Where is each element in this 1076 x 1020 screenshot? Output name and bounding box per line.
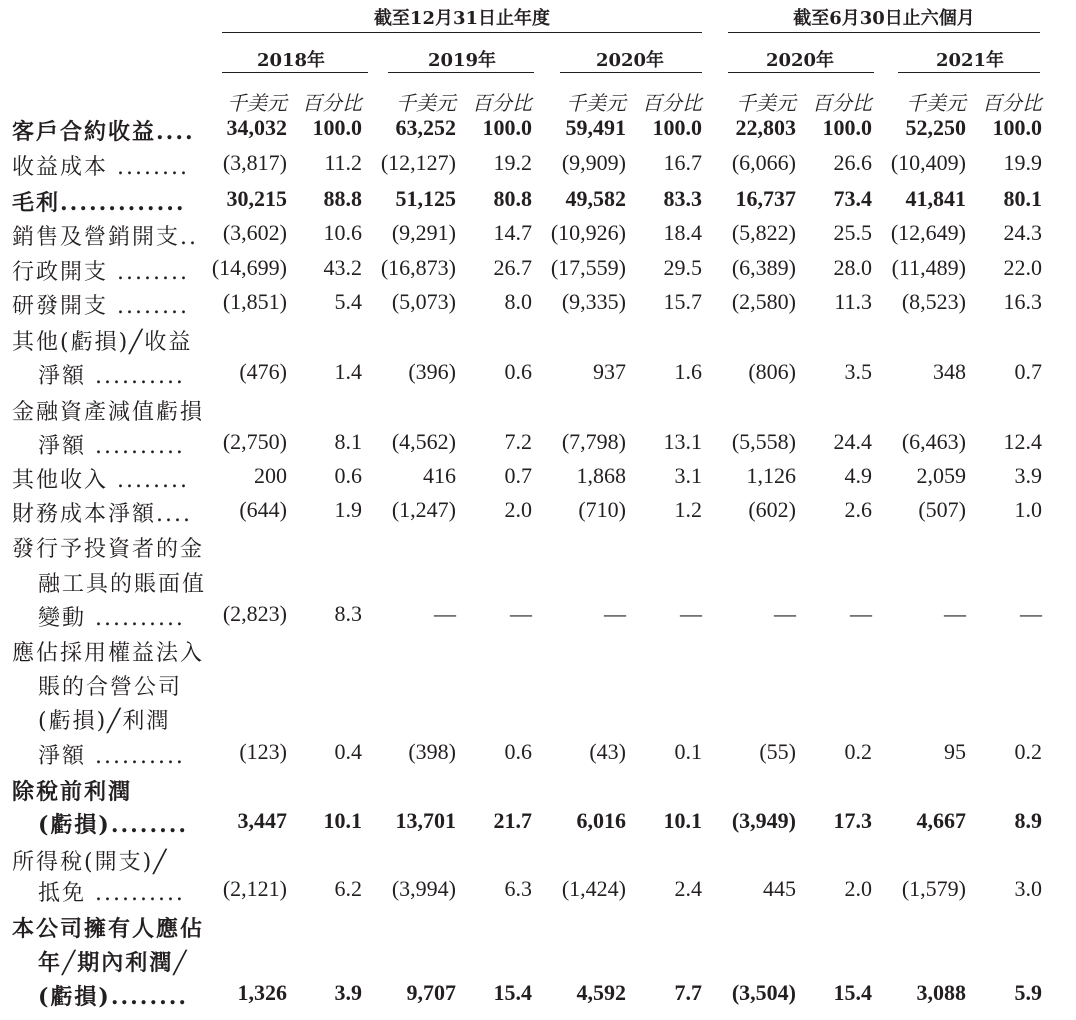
cell-percent: 0.7 <box>1014 359 1042 384</box>
row-label: 銷售及營銷開支.. <box>12 225 198 250</box>
cell-percent: 7.2 <box>504 429 532 454</box>
cell-percent: 1.9 <box>334 497 362 522</box>
unit-pct-header: 百分比 <box>982 91 1042 115</box>
row-label: 其他(虧損)╱收益 <box>12 330 193 355</box>
cell-amount: (8,523) <box>901 289 966 314</box>
cell-amount: (5,073) <box>391 289 456 314</box>
cell-amount: (12,127) <box>380 150 456 175</box>
unit-usd-header: 千美元 <box>227 91 287 115</box>
header-fiscal-year: 截至12月31日止年度 <box>373 8 551 29</box>
cell-amount: (10,926) <box>550 220 626 245</box>
cell-percent: 15.4 <box>493 980 532 1005</box>
cell-amount: 937 <box>593 359 626 384</box>
unit-usd-header: 千美元 <box>566 91 626 115</box>
cell-amount: (2,121) <box>222 876 287 901</box>
cell-amount: 52,250 <box>905 115 966 140</box>
table-row <box>0 325 1076 359</box>
cell-percent: 4.9 <box>844 463 872 488</box>
cell-amount: (123) <box>239 739 287 764</box>
cell-percent: 100.0 <box>652 115 702 140</box>
cell-percent: 0.1 <box>674 739 702 764</box>
year-header-rule <box>898 72 1040 73</box>
cell-amount: 6,016 <box>576 808 626 833</box>
row-label: 淨額 .......... <box>38 364 185 389</box>
unit-usd-header: 千美元 <box>906 91 966 115</box>
table-row <box>0 463 1076 497</box>
cell-amount: 41,841 <box>905 186 966 211</box>
row-label: 本公司擁有人應佔 <box>12 916 205 942</box>
cell-amount: (9,291) <box>391 220 456 245</box>
cell-amount: (3,817) <box>222 150 287 175</box>
cell-amount: (12,649) <box>890 220 966 245</box>
cell-percent: 2.0 <box>504 497 532 522</box>
cell-amount: (1,424) <box>561 876 626 901</box>
cell-amount: (10,409) <box>890 150 966 175</box>
cell-percent: 8.9 <box>1014 808 1042 833</box>
cell-percent: 100.0 <box>482 115 532 140</box>
cell-percent: 3.9 <box>1014 463 1042 488</box>
cell-amount: — <box>604 601 626 626</box>
table-row <box>0 704 1076 738</box>
cell-percent: 8.0 <box>504 289 532 314</box>
cell-amount: 445 <box>763 876 796 901</box>
unit-pct-header: 百分比 <box>642 91 702 115</box>
table-row <box>0 359 1076 393</box>
cell-percent: 6.2 <box>334 876 362 901</box>
cell-amount: (7,798) <box>561 429 626 454</box>
cell-percent: 14.7 <box>493 220 532 245</box>
unit-pct-header: 百分比 <box>812 91 872 115</box>
table-row <box>0 429 1076 463</box>
cell-amount: (2,750) <box>222 429 287 454</box>
unit-usd-header: 千美元 <box>396 91 456 115</box>
cell-amount: 22,803 <box>735 115 796 140</box>
cell-percent: 100.0 <box>822 115 872 140</box>
cell-amount: (398) <box>408 739 456 764</box>
cell-amount: 1,126 <box>746 463 796 488</box>
row-label: 收益成本 ........ <box>12 155 189 180</box>
cell-percent: 24.4 <box>833 429 872 454</box>
cell-amount: — <box>434 601 456 626</box>
cell-amount: 3,088 <box>916 980 966 1005</box>
cell-amount: (5,822) <box>731 220 796 245</box>
cell-amount: 59,491 <box>565 115 626 140</box>
year-header-rule <box>728 72 874 73</box>
cell-percent: — <box>850 601 872 626</box>
cell-amount: (6,389) <box>731 255 796 280</box>
cell-percent: 0.6 <box>504 739 532 764</box>
unit-usd-header: 千美元 <box>736 91 796 115</box>
cell-percent: 3.5 <box>844 359 872 384</box>
cell-percent: 5.9 <box>1014 980 1042 1005</box>
cell-percent: — <box>510 601 532 626</box>
cell-percent: 2.4 <box>674 876 702 901</box>
row-label: 其他收入 ........ <box>12 468 189 493</box>
header-half-year-rule <box>728 32 1040 33</box>
cell-amount: (3,504) <box>731 980 796 1005</box>
cell-percent: 1.2 <box>674 497 702 522</box>
table-row <box>0 150 1076 184</box>
cell-amount: 49,582 <box>565 186 626 211</box>
cell-amount: 9,707 <box>406 980 456 1005</box>
cell-percent: 22.0 <box>1003 255 1042 280</box>
table-row <box>0 115 1076 149</box>
cell-amount: (17,559) <box>550 255 626 280</box>
row-label: 年╱期內利潤╱ <box>38 950 189 976</box>
cell-percent: 0.6 <box>334 463 362 488</box>
cell-amount: (476) <box>239 359 287 384</box>
cell-percent: 73.4 <box>833 186 872 211</box>
cell-percent: 100.0 <box>992 115 1042 140</box>
table-row <box>0 980 1076 1014</box>
cell-percent: 0.2 <box>844 739 872 764</box>
row-label: (虧損)........ <box>38 812 189 838</box>
table-row <box>0 567 1076 601</box>
table-row <box>0 395 1076 429</box>
cell-percent: 0.7 <box>504 463 532 488</box>
table-row <box>0 497 1076 531</box>
cell-percent: 11.2 <box>324 150 362 175</box>
cell-amount: (55) <box>759 739 796 764</box>
cell-amount: 348 <box>933 359 966 384</box>
cell-amount: 416 <box>423 463 456 488</box>
cell-amount: (16,873) <box>380 255 456 280</box>
cell-percent: 1.6 <box>674 359 702 384</box>
cell-amount: (5,558) <box>731 429 796 454</box>
cell-percent: 25.5 <box>833 220 872 245</box>
cell-amount: (396) <box>408 359 456 384</box>
row-label: 客戶合約收益.... <box>12 119 195 145</box>
row-label: 研發開支 ........ <box>12 294 189 319</box>
cell-percent: 15.4 <box>833 980 872 1005</box>
cell-percent: 21.7 <box>493 808 532 833</box>
year-header-rule <box>388 72 534 73</box>
unit-pct-header: 百分比 <box>472 91 532 115</box>
cell-percent: 10.1 <box>663 808 702 833</box>
year-header: 2020年 <box>595 50 665 71</box>
cell-percent: 26.6 <box>833 150 872 175</box>
row-label: 抵免 .......... <box>38 881 185 906</box>
table-row <box>0 845 1076 879</box>
cell-percent: 1.0 <box>1014 497 1042 522</box>
table-row <box>0 532 1076 566</box>
row-label: 財務成本淨額.... <box>12 502 192 527</box>
cell-percent: — <box>680 601 702 626</box>
cell-amount: (14,699) <box>211 255 287 280</box>
cell-percent: 28.0 <box>833 255 872 280</box>
cell-amount: 63,252 <box>395 115 456 140</box>
cell-percent: 88.8 <box>323 186 362 211</box>
cell-amount: (1,247) <box>391 497 456 522</box>
cell-amount: (806) <box>748 359 796 384</box>
cell-amount: (602) <box>748 497 796 522</box>
cell-percent: 83.3 <box>663 186 702 211</box>
cell-amount: (11,489) <box>891 255 966 280</box>
row-label: 所得稅(開支)╱ <box>12 850 169 875</box>
cell-percent: 17.3 <box>833 808 872 833</box>
row-label: 毛利............. <box>12 190 186 216</box>
row-label: 發行予投資者的金 <box>12 537 205 562</box>
cell-percent: 2.0 <box>844 876 872 901</box>
cell-percent: 24.3 <box>1003 220 1042 245</box>
year-header: 2020年 <box>765 50 835 71</box>
table-row <box>0 670 1076 704</box>
cell-percent: 19.9 <box>1003 150 1042 175</box>
cell-percent: 11.3 <box>834 289 872 314</box>
cell-amount: (507) <box>918 497 966 522</box>
year-header: 2019年 <box>427 50 497 71</box>
year-header: 2021年 <box>935 50 1005 71</box>
cell-percent: 3.9 <box>334 980 362 1005</box>
cell-amount: (3,602) <box>222 220 287 245</box>
table-row <box>0 601 1076 635</box>
cell-percent: 10.6 <box>323 220 362 245</box>
cell-percent: 0.4 <box>334 739 362 764</box>
row-label: 應佔採用權益法入 <box>12 641 205 666</box>
cell-amount: 4,667 <box>916 808 966 833</box>
cell-amount: 30,215 <box>226 186 287 211</box>
table-row <box>0 636 1076 670</box>
cell-percent: 8.3 <box>334 601 362 626</box>
cell-amount: 4,592 <box>576 980 626 1005</box>
cell-amount: (1,851) <box>222 289 287 314</box>
cell-percent: 10.1 <box>323 808 362 833</box>
table-row <box>0 739 1076 773</box>
cell-percent: 3.0 <box>1014 876 1042 901</box>
cell-percent: 26.7 <box>493 255 532 280</box>
cell-percent: 29.5 <box>663 255 702 280</box>
table-row <box>0 775 1076 809</box>
cell-amount: (644) <box>239 497 287 522</box>
cell-amount: (2,580) <box>731 289 796 314</box>
table-row <box>0 876 1076 910</box>
cell-amount: 200 <box>254 463 287 488</box>
table-row <box>0 186 1076 220</box>
row-label: 賬的合營公司 <box>38 675 183 700</box>
row-label: 變動 .......... <box>38 606 185 631</box>
cell-amount: (6,463) <box>901 429 966 454</box>
cell-percent: 0.2 <box>1014 739 1042 764</box>
cell-percent: 15.7 <box>663 289 702 314</box>
table-row <box>0 255 1076 289</box>
cell-amount: 3,447 <box>237 808 287 833</box>
year-header: 2018年 <box>256 50 326 71</box>
cell-percent: 1.4 <box>334 359 362 384</box>
cell-amount: 95 <box>944 739 966 764</box>
cell-amount: (1,579) <box>901 876 966 901</box>
cell-percent: 43.2 <box>323 255 362 280</box>
cell-amount: (4,562) <box>391 429 456 454</box>
cell-amount: (2,823) <box>222 601 287 626</box>
cell-percent: 13.1 <box>663 429 702 454</box>
cell-percent: — <box>1020 601 1042 626</box>
cell-amount: (6,066) <box>731 150 796 175</box>
cell-percent: 7.7 <box>674 980 702 1005</box>
cell-amount: 1,326 <box>237 980 287 1005</box>
cell-amount: 51,125 <box>395 186 456 211</box>
row-label: 除稅前利潤 <box>12 779 133 805</box>
cell-amount: (9,909) <box>561 150 626 175</box>
cell-percent: 18.4 <box>663 220 702 245</box>
header-fiscal-year-rule <box>222 32 702 33</box>
header-half-year: 截至6月30日止六個月 <box>793 8 975 29</box>
cell-amount: (9,335) <box>561 289 626 314</box>
table-row <box>0 289 1076 323</box>
cell-percent: 16.7 <box>663 150 702 175</box>
cell-percent: 2.6 <box>844 497 872 522</box>
cell-percent: 80.8 <box>493 186 532 211</box>
cell-percent: 19.2 <box>493 150 532 175</box>
row-label: 行政開支 ........ <box>12 260 189 285</box>
cell-percent: 8.1 <box>334 429 362 454</box>
row-label: 金融資產減值虧損 <box>12 400 205 425</box>
cell-amount: (43) <box>589 739 626 764</box>
table-row <box>0 912 1076 946</box>
cell-amount: 2,059 <box>916 463 966 488</box>
row-label: 淨額 .......... <box>38 434 185 459</box>
cell-amount: 1,868 <box>576 463 626 488</box>
cell-percent: 3.1 <box>674 463 702 488</box>
cell-amount: 16,737 <box>735 186 796 211</box>
cell-amount: (3,949) <box>731 808 796 833</box>
cell-amount: 13,701 <box>395 808 456 833</box>
cell-percent: 12.4 <box>1003 429 1042 454</box>
cell-percent: 6.3 <box>504 876 532 901</box>
cell-percent: 0.6 <box>504 359 532 384</box>
row-label: 融工具的賬面值 <box>38 572 207 597</box>
table-row <box>0 220 1076 254</box>
table-row <box>0 946 1076 980</box>
cell-percent: 100.0 <box>312 115 362 140</box>
cell-amount: (3,994) <box>391 876 456 901</box>
cell-amount: — <box>944 601 966 626</box>
unit-pct-header: 百分比 <box>302 91 362 115</box>
row-label: 淨額 .......... <box>38 744 185 769</box>
table-row <box>0 808 1076 842</box>
cell-amount: (710) <box>578 497 626 522</box>
cell-amount: 34,032 <box>226 115 287 140</box>
cell-percent: 5.4 <box>334 289 362 314</box>
row-label: (虧損)........ <box>38 984 189 1010</box>
year-header-rule <box>222 72 368 73</box>
cell-percent: 16.3 <box>1003 289 1042 314</box>
row-label: (虧損)╱利潤 <box>38 709 171 734</box>
cell-percent: 80.1 <box>1003 186 1042 211</box>
year-header-rule <box>560 72 702 73</box>
cell-amount: — <box>774 601 796 626</box>
